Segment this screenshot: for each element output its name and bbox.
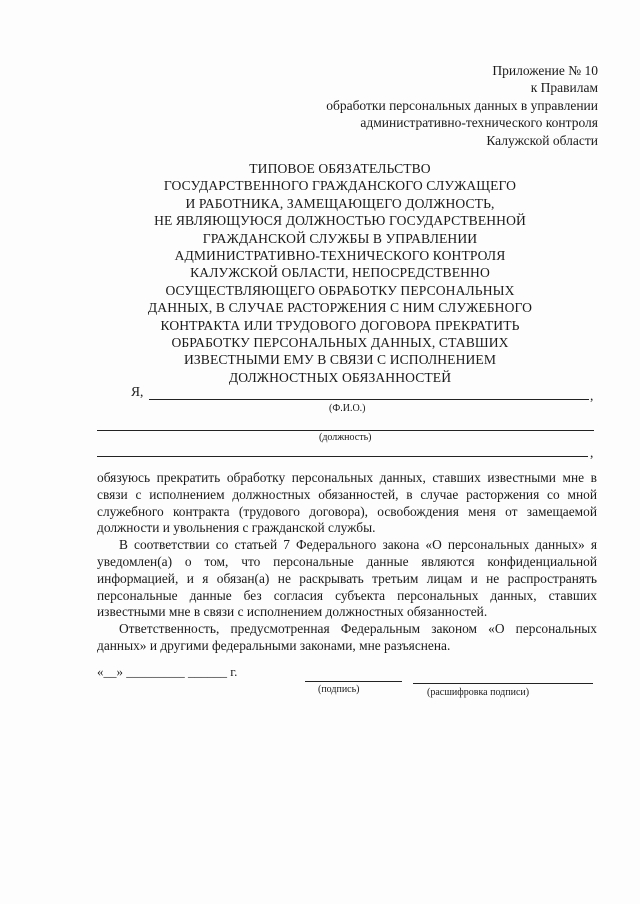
title-line: КОНТРАКТА ИЛИ ТРУДОВОГО ДОГОВОРА ПРЕКРАТИТЬ bbox=[160, 317, 520, 333]
paragraph-responsibility: Ответственность, предусмотренная Федеральным законом «О персональных данных» и другими федеральными законами, мне разъяснена. bbox=[97, 621, 597, 653]
fio-field-line[interactable] bbox=[149, 399, 589, 400]
position-field-line-2[interactable] bbox=[97, 456, 588, 457]
title-line: ОСУЩЕСТВЛЯЮЩЕГО ОБРАБОТКУ ПЕРСОНАЛЬНЫХ bbox=[165, 282, 515, 298]
appendix-line: к Правилам bbox=[530, 80, 598, 96]
position-field-line[interactable] bbox=[97, 430, 594, 431]
appendix-line: Калужской области bbox=[486, 132, 598, 148]
title-line: КАЛУЖСКОЙ ОБЛАСТИ, НЕПОСРЕДСТВЕННО bbox=[190, 265, 490, 281]
title-line: ТИПОВОЕ ОБЯЗАТЕЛЬСТВО bbox=[249, 161, 431, 176]
position-caption: (должность) bbox=[319, 432, 372, 443]
title-line: ОБРАБОТКУ ПЕРСОНАЛЬНЫХ ДАННЫХ, СТАВШИХ bbox=[171, 335, 509, 351]
title-line: ДОЛЖНОСТНЫХ ОБЯЗАННОСТЕЙ bbox=[228, 369, 452, 385]
date-field[interactable]: «__» _________ ______ г. bbox=[97, 664, 238, 679]
appendix-line: Приложение № 10 bbox=[492, 63, 598, 78]
ya-label: Я, bbox=[131, 384, 144, 399]
paragraph-obligation: обязуюсь прекратить обработку персональных данных, ставших известными мне в связи с исполнением должностных обязанностей, в случае расторжения со мной служебного контракта (трудового договора), освобождения меня от замещаемой должности и увольнения с гражданской службы. bbox=[97, 470, 597, 536]
title-line: АДМИНИСТРАТИВНО-ТЕХНИЧЕСКОГО КОНТРОЛЯ bbox=[174, 248, 506, 264]
title-line: НЕ ЯВЛЯЮЩУЮСЯ ДОЛЖНОСТЬЮ ГОСУДАРСТВЕННОЙ bbox=[154, 213, 526, 229]
fio-comma: , bbox=[590, 388, 594, 403]
title-line: ИЗВЕСТНЫМИ ЕМУ В СВЯЗИ С ИСПОЛНЕНИЕМ bbox=[183, 352, 497, 368]
signature-line[interactable] bbox=[305, 681, 402, 682]
position-comma: , bbox=[590, 445, 594, 460]
title-line: ГРАЖДАНСКОЙ СЛУЖБЫ В УПРАВЛЕНИИ bbox=[202, 230, 478, 246]
decoding-caption: (расшифровка подписи) bbox=[427, 687, 530, 698]
title-line: И РАБОТНИКА, ЗАМЕЩАЮЩЕГО ДОЛЖНОСТЬ, bbox=[185, 195, 495, 211]
appendix-line: административно-технического контроля bbox=[360, 115, 598, 131]
obligation-text bbox=[97, 470, 597, 655]
signature-decoding-line[interactable] bbox=[413, 683, 593, 684]
title-line: ДАННЫХ, В СЛУЧАЕ РАСТОРЖЕНИЯ С НИМ СЛУЖЕБНОГО bbox=[147, 300, 533, 316]
appendix-line: обработки персональных данных в управлении bbox=[326, 97, 598, 113]
title-line: ГОСУДАРСТВЕННОГО ГРАЖДАНСКОГО СЛУЖАЩЕГО bbox=[163, 178, 517, 194]
signature-caption: (подпись) bbox=[318, 684, 360, 695]
document-title bbox=[60, 160, 620, 386]
paragraph-notification: В соответствии со статьей 7 Федерального закона «О персональных данных» я уведомлен(а) о том, что персональные данные являются конфиденциальной информацией, и я обязан(а) не раскрывать третьим лицам и не распространять персональные данные без согласия субъекта персональных данных, ставших известными мне в связи с исполнением должностных обязанностей. bbox=[97, 537, 597, 620]
appendix-reference bbox=[326, 62, 598, 149]
fio-caption: (Ф.И.О.) bbox=[329, 403, 366, 414]
